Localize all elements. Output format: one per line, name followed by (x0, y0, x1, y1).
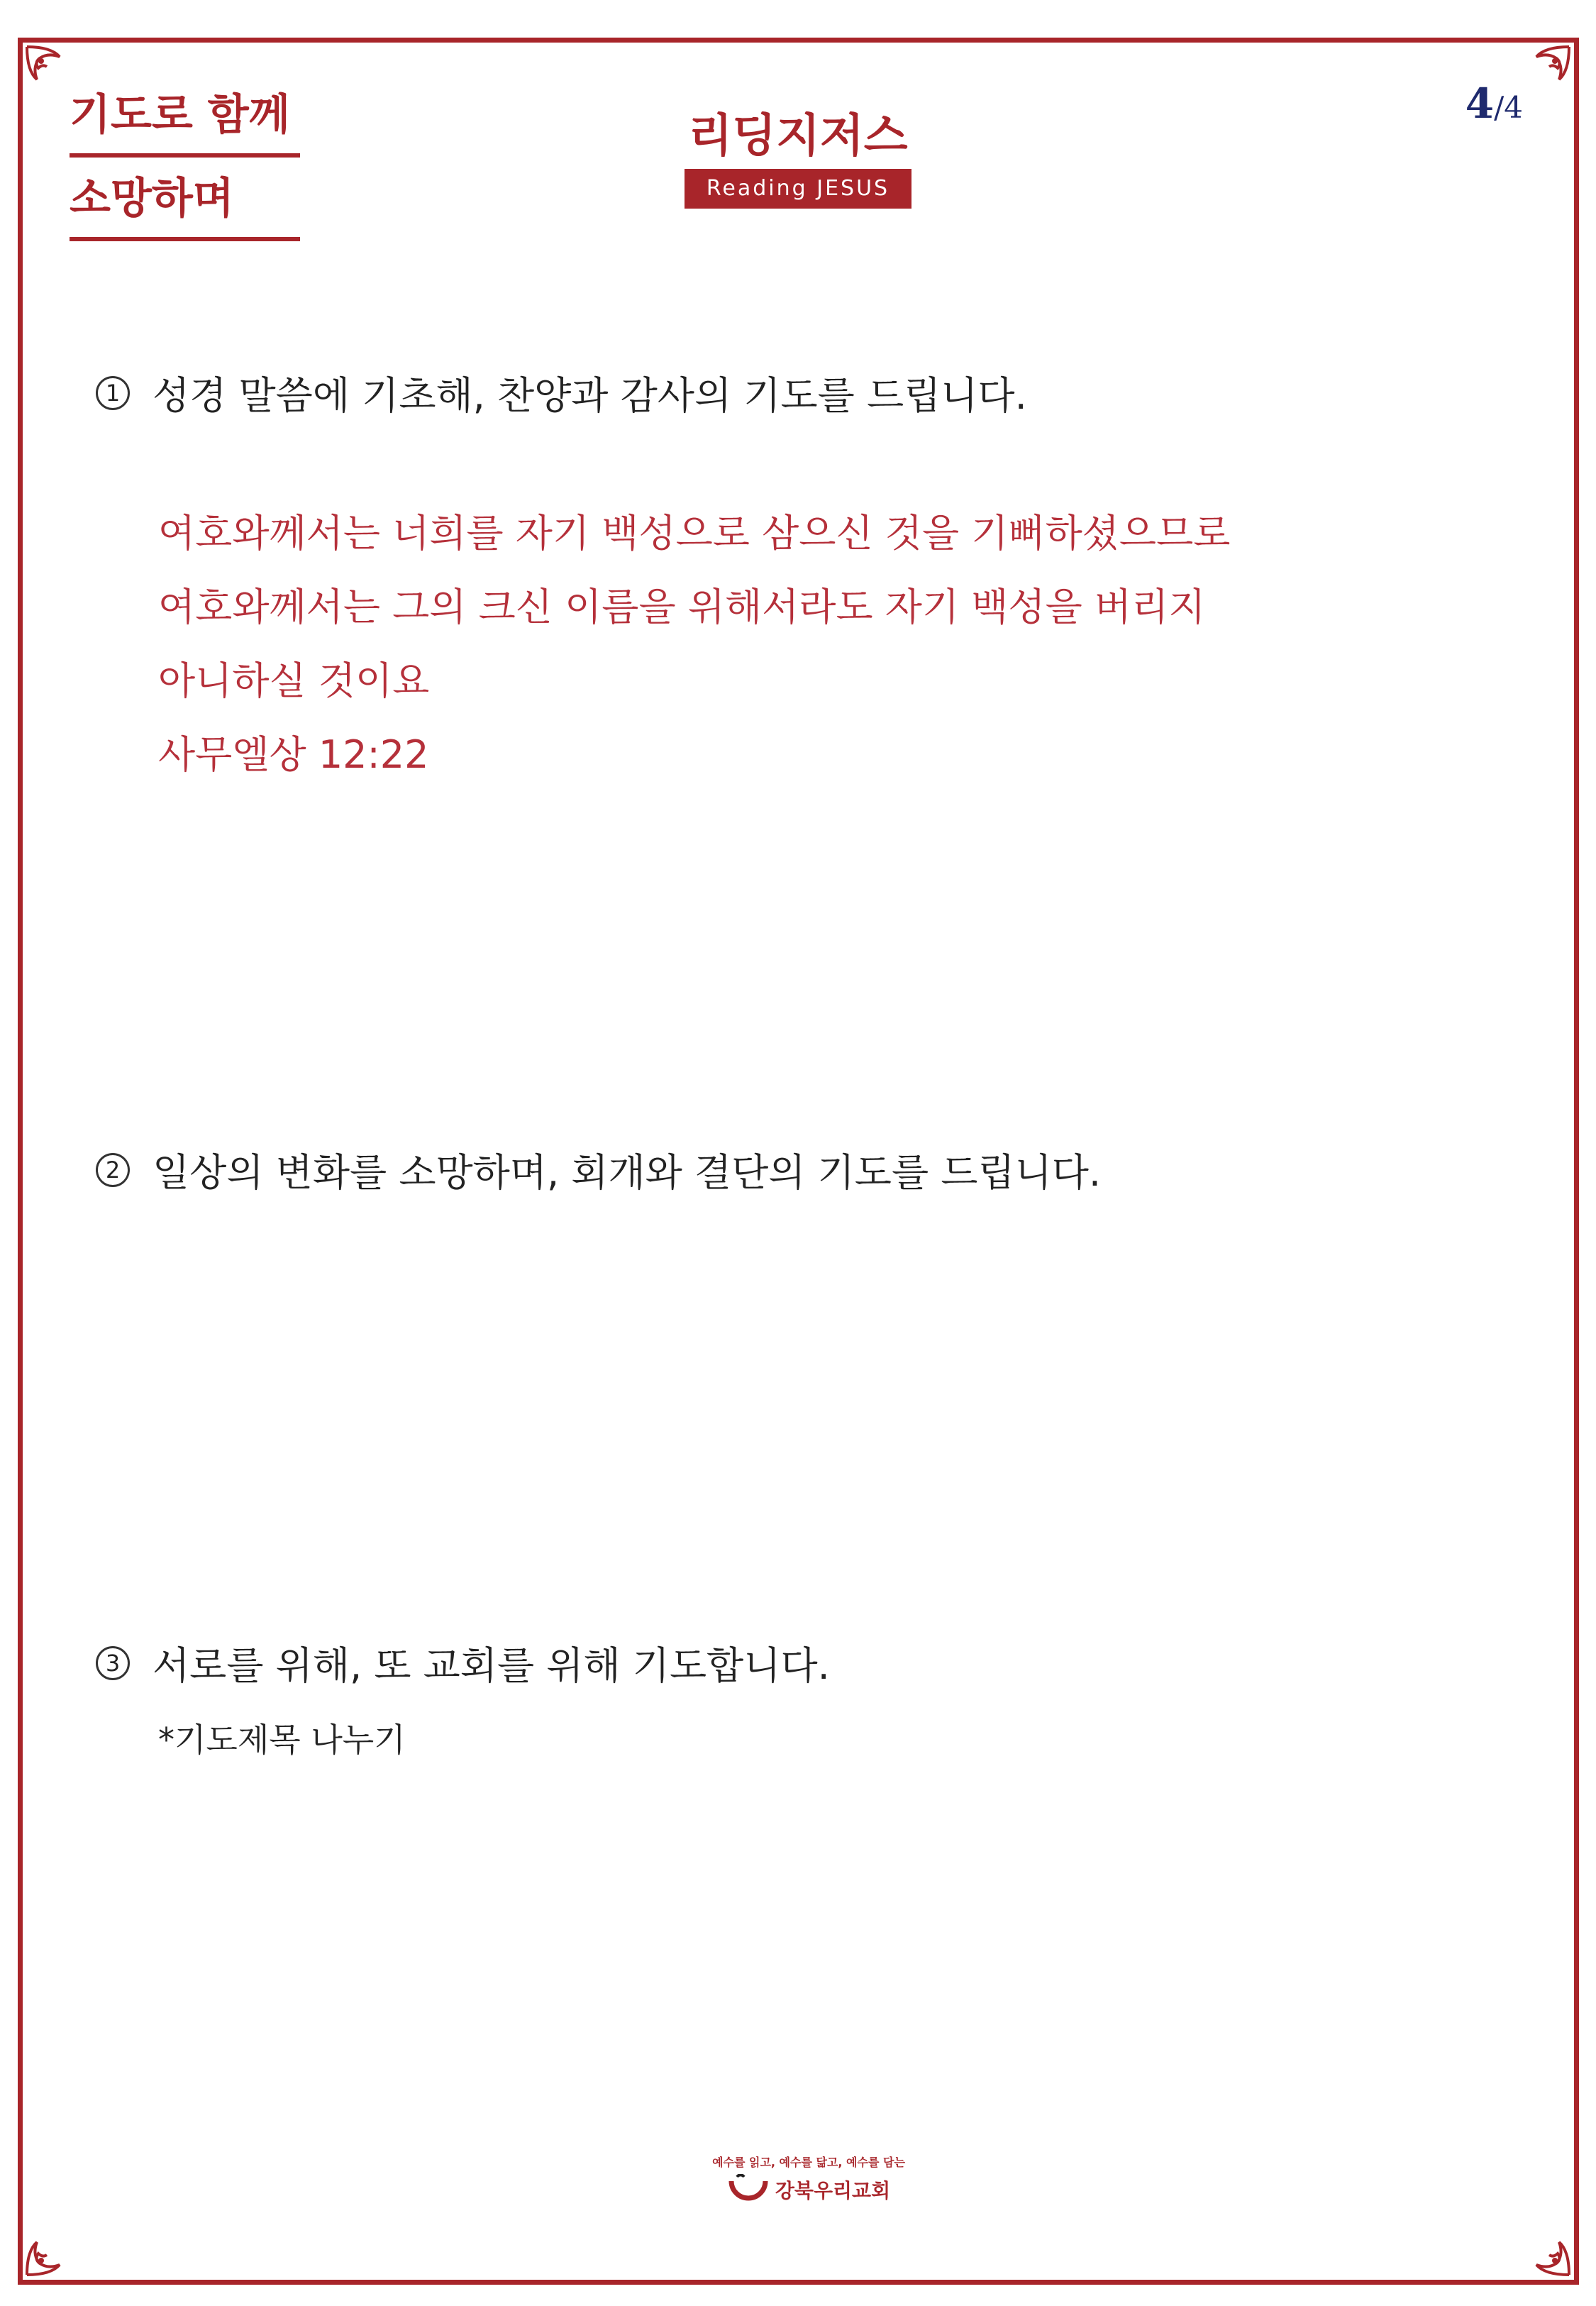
verse-reference: 사무엘상 12:22 (158, 732, 429, 777)
church-name: 강북우리교회 (775, 2179, 891, 2202)
page-total: /4 (1494, 90, 1523, 125)
church-tagline: 예수를 읽고, 예수를 닮고, 예수를 담는 (712, 2156, 905, 2169)
item-number: 1 (96, 376, 130, 410)
church-logo (709, 2153, 908, 2205)
prayer-item (96, 365, 1230, 792)
item-number: 3 (96, 1646, 130, 1680)
ornament-icon (23, 2229, 72, 2279)
prayer-item (96, 1142, 1101, 1197)
scripture-verse (158, 497, 1230, 792)
page-current: 4 (1465, 79, 1495, 128)
brand-logo (685, 108, 911, 209)
verse-line: 아니하실 것이요 (158, 658, 430, 703)
prayer-text: 서로를 위해, 또 교회를 위해 기도합니다. (153, 1643, 830, 1688)
page-number (1465, 79, 1523, 128)
ornament-icon (1524, 43, 1573, 92)
prayer-text: 일상의 변화를 소망하며, 회개와 결단의 기도를 드립니다. (153, 1150, 1102, 1195)
prayer-text: 성경 말씀에 기초해, 찬양과 감사의 기도를 드립니다. (153, 373, 1027, 418)
verse-line: 여호와께서는 그의 크신 이름을 위해서라도 자기 백성을 버리지 (158, 585, 1206, 629)
title-line: 기도로 함께 (70, 87, 300, 158)
brand-english: Reading JESUS (685, 169, 911, 209)
prayer-note: *기도제목 나누기 (158, 1721, 406, 1759)
title-line: 소망하며 (70, 170, 300, 241)
page-title (70, 87, 300, 254)
ornament-icon (1524, 2229, 1573, 2279)
prayer-item (96, 1635, 830, 1761)
smile-logo-icon (727, 2174, 770, 2205)
verse-line: 여호와께서는 너희를 자기 백성으로 삼으신 것을 기뻐하셨으므로 (158, 511, 1231, 556)
item-number: 2 (96, 1153, 130, 1187)
ornament-icon (23, 43, 72, 92)
brand-korean: 리딩지저스 (688, 110, 908, 162)
